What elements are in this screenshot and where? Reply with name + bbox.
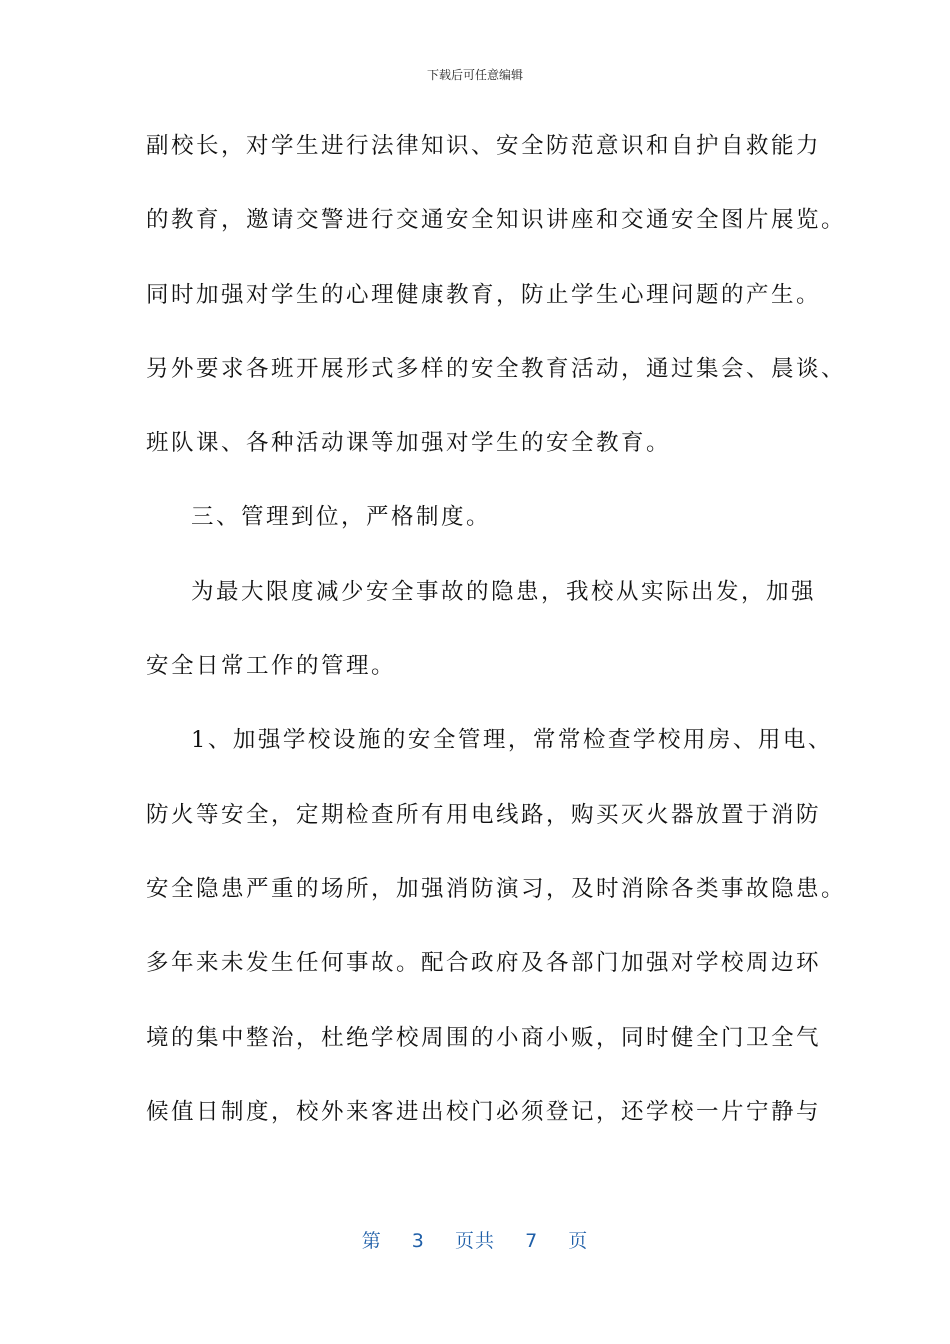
body-line: 副校长，对学生进行法律知识、安全防范意识和自护自救能力	[146, 133, 822, 159]
body-line: 班队课、各种活动课等加强对学生的安全教育。	[146, 430, 672, 457]
header-note: 下载后可任意编辑	[426, 68, 523, 82]
body-line: 安全日常工作的管理。	[146, 653, 397, 680]
body-line: 境的集中整治，杜绝学校周围的小商小贩，同时健全门卫全气	[146, 1024, 822, 1051]
footer-prefix: 第	[361, 1230, 382, 1252]
paragraph-start-line: 为最大限度减少安全事故的隐患，我校从实际出发，加强	[191, 578, 817, 605]
current-page-number: 3	[411, 1230, 425, 1252]
total-page-count: 7	[525, 1230, 539, 1252]
document-body	[146, 124, 847, 1164]
body-line: 同时加强对学生的心理健康教育，防止学生心理问题的产生。	[146, 281, 822, 308]
body-line: 另外要求各班开展形式多样的安全教育活动，通过集会、晨谈、	[146, 355, 847, 382]
body-line: 防火等安全，定期检查所有用电线路，购买灭火器放置于消防	[146, 801, 822, 828]
body-line: 安全隐患严重的场所，加强消防演习，及时消除各类事故隐患。	[146, 875, 847, 902]
body-line: 候值日制度，校外来客进出校门必须登记，还学校一片宁静与	[146, 1098, 822, 1125]
footer-middle: 页共	[454, 1230, 495, 1252]
body-line: 多年来未发生任何事故。配合政府及各部门加强对学校周边环	[146, 950, 822, 977]
section-heading: 三、管理到位，严格制度。	[191, 504, 492, 531]
numbered-item-start-line: 1、加强学校设施的安全管理，常常检查学校用房、用电、	[191, 727, 833, 754]
body-line: 的教育，邀请交警进行交通安全知识讲座和交通安全图片展览。	[146, 207, 847, 234]
page-footer	[0, 1226, 950, 1253]
footer-suffix: 页	[568, 1230, 589, 1252]
